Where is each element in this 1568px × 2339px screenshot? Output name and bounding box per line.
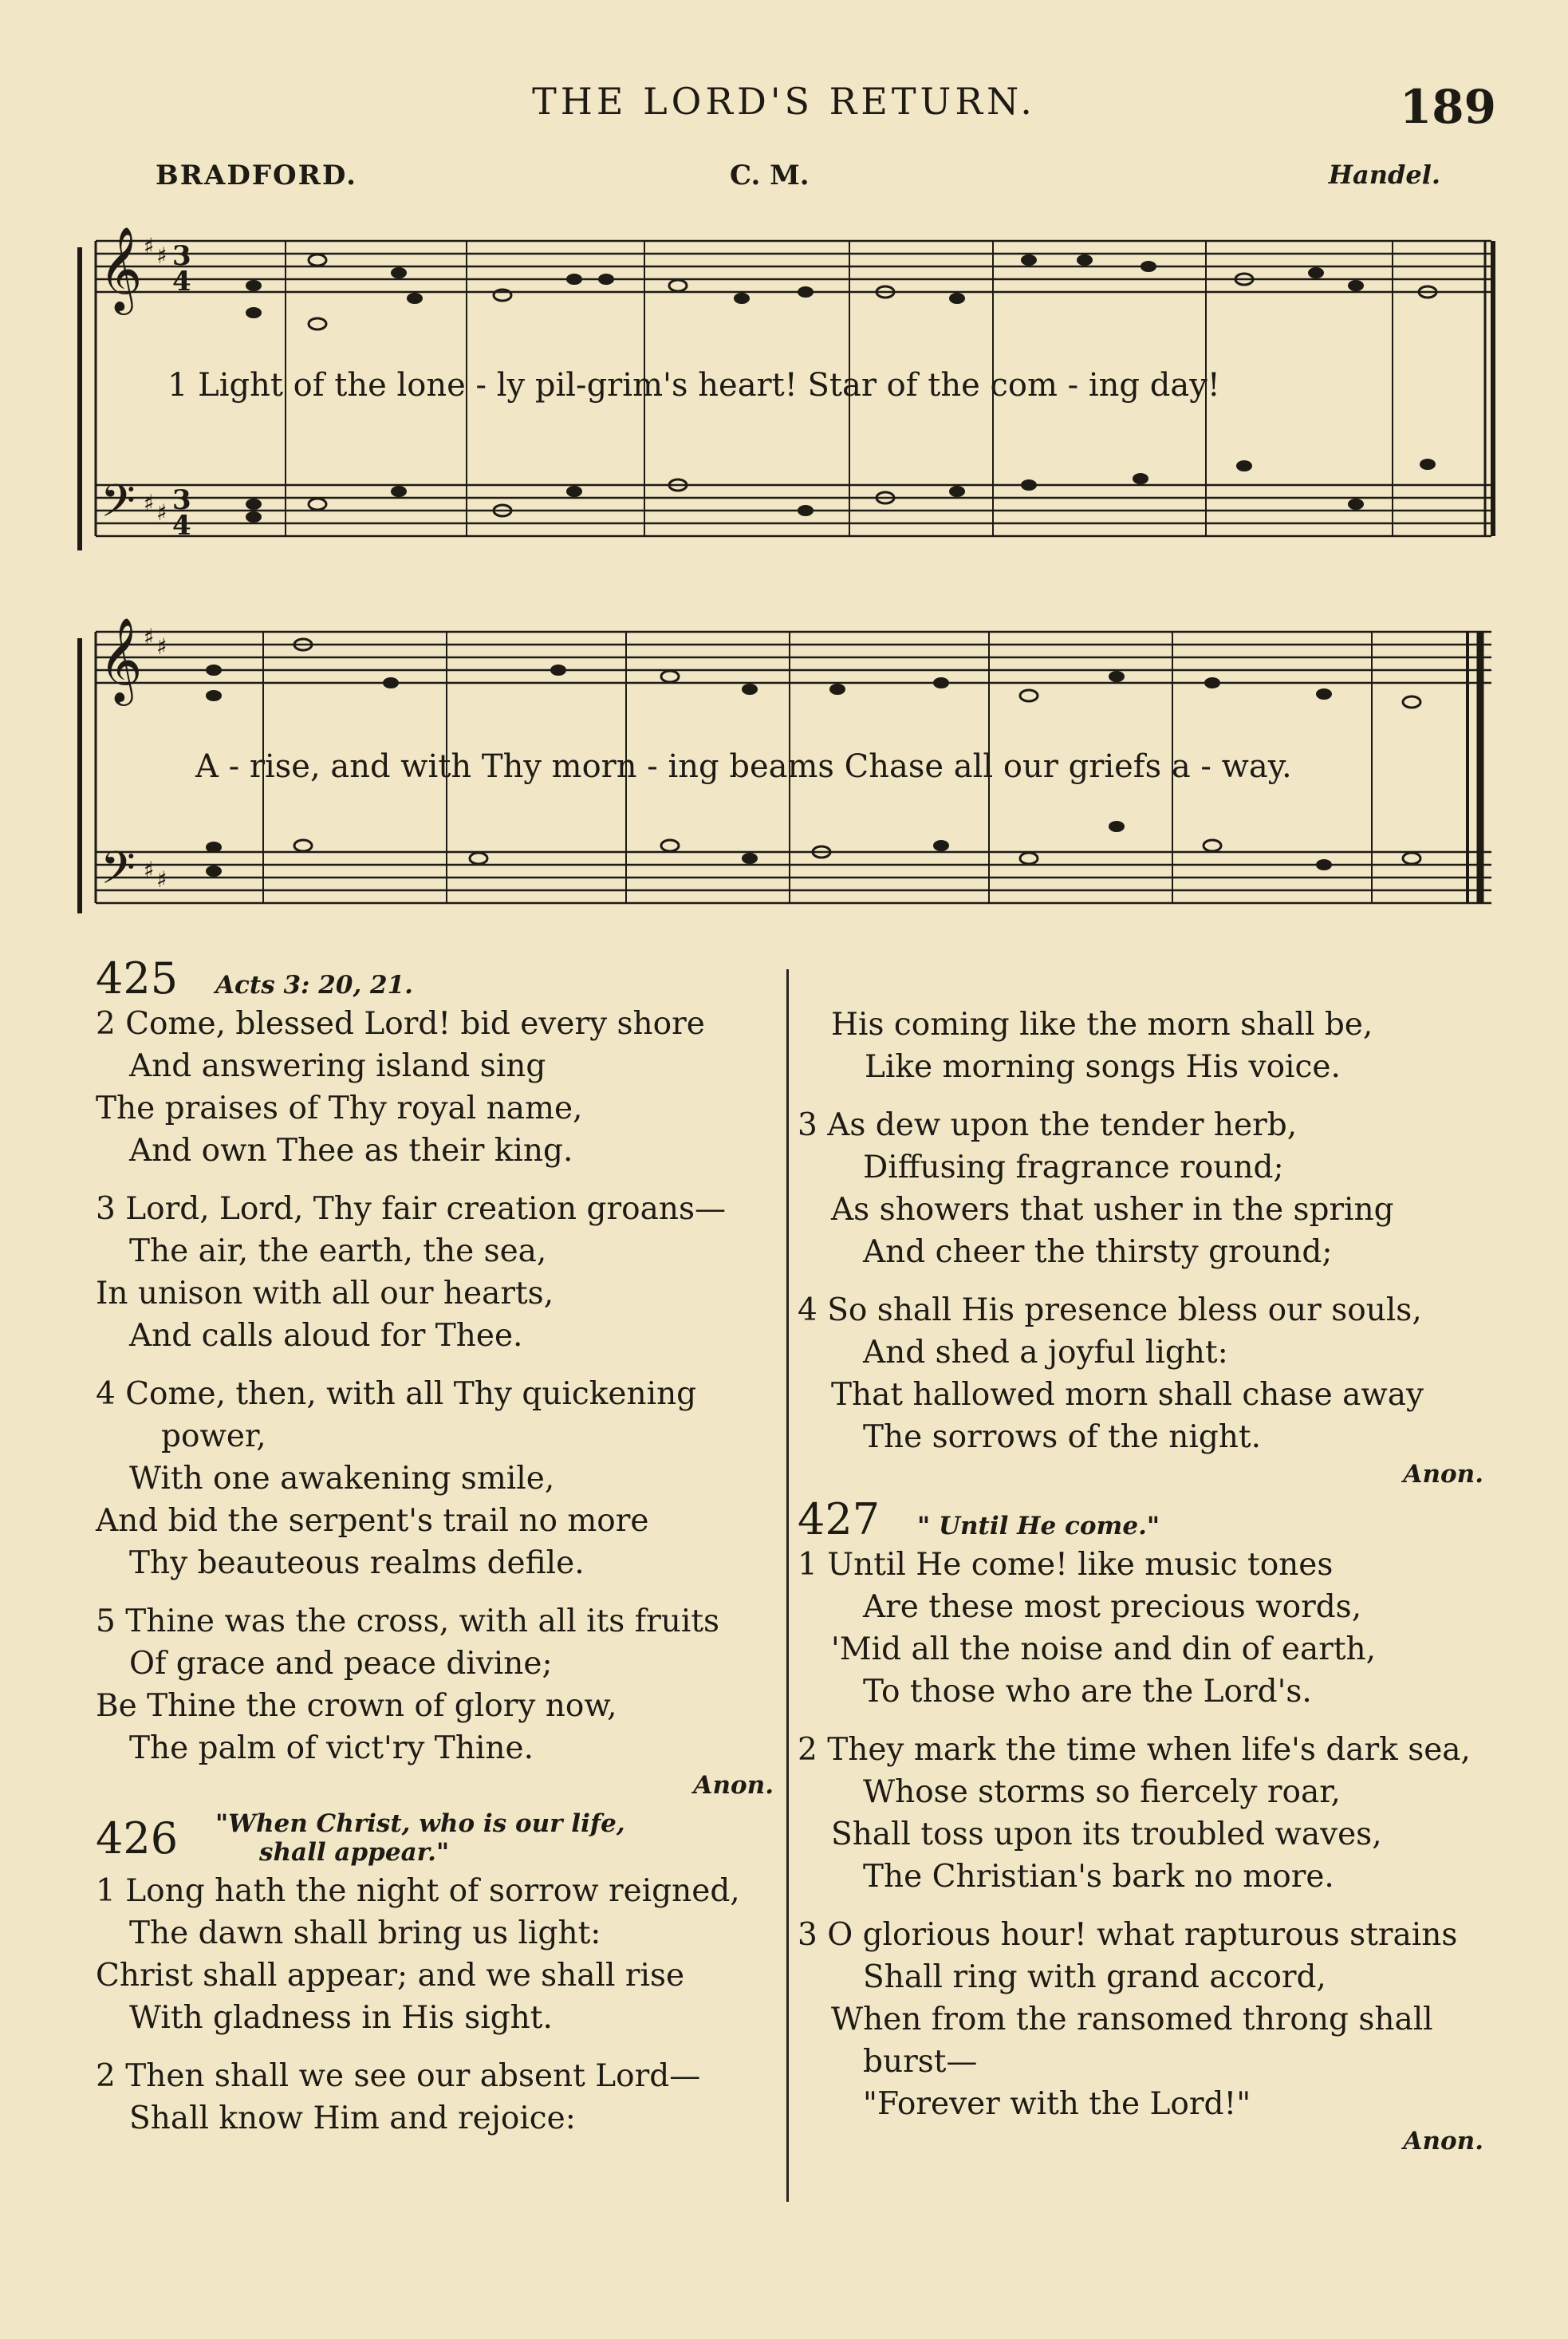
verse-line: 4 So shall His presence bless our souls, <box>798 1292 1422 1328</box>
bass-staff-1 <box>96 485 1491 536</box>
svg-text:𝄞: 𝄞 <box>99 617 143 702</box>
verse-line: And answering island sing <box>129 1048 546 1084</box>
left-column <box>96 953 790 2156</box>
verse-line: 2 Come, blessed Lord! bid every shore <box>96 1006 705 1042</box>
svg-text:♯: ♯ <box>144 857 155 883</box>
verse-line: 1 Until He come! like music tones <box>798 1547 1334 1583</box>
verse-line: 3 Lord, Lord, Thy fair creation groans— <box>96 1191 726 1227</box>
scripture-reference: "When Christ, who is our life, shall appear." <box>215 1809 625 1867</box>
svg-text:3: 3 <box>172 240 191 272</box>
hymn-427-heading <box>798 1494 1499 1544</box>
verse-line: His coming like the morn shall be, <box>831 1007 1373 1043</box>
verse-line: The sorrows of the night. <box>863 1419 1261 1455</box>
stanza <box>798 1729 1499 1898</box>
svg-text:4: 4 <box>172 510 191 542</box>
stanza <box>96 1188 790 1357</box>
verse-line: 1 Long hath the night of sorrow reigned, <box>96 1873 740 1909</box>
verse-line: 3 As dew upon the tender herb, <box>798 1107 1298 1143</box>
svg-text:♯: ♯ <box>156 243 167 269</box>
author: Anon. <box>1403 1460 1483 1489</box>
stanza <box>96 1600 790 1769</box>
verse-line: With gladness in His sight. <box>129 2000 553 2036</box>
verse-line: When from the ransomed throng shall <box>831 2002 1433 2037</box>
verse-line: 3 O glorious hour! what rapturous strains <box>798 1917 1458 1953</box>
verse-line: Christ shall appear; and we shall rise <box>96 1958 685 1994</box>
verse-line: Thy beauteous realms defile. <box>129 1545 585 1581</box>
verse-line: Whose storms so fiercely roar, <box>863 1774 1341 1810</box>
svg-text:𝄞: 𝄞 <box>99 226 143 311</box>
composer: Handel. <box>1328 160 1440 190</box>
svg-text:𝄢: 𝄢 <box>100 842 136 905</box>
svg-text:♯: ♯ <box>144 624 155 650</box>
verse-line: The palm of vict'ry Thine. <box>129 1730 534 1766</box>
hymn-number: 426 <box>96 1812 179 1864</box>
verse-line: Shall toss upon its troubled waves, <box>831 1816 1382 1852</box>
svg-text:♯: ♯ <box>144 490 155 516</box>
verse-line: Are these most precious words, <box>863 1589 1362 1625</box>
verse-line: Like morning songs His voice. <box>865 1049 1341 1085</box>
verse-line: 2 They mark the time when life's dark sea, <box>798 1732 1471 1768</box>
right-column <box>798 957 1499 2165</box>
verse-line: Be Thine the crown of glory now, <box>96 1688 617 1724</box>
verse-line: As showers that usher in the spring <box>831 1192 1394 1228</box>
verse-line: power, <box>161 1418 266 1454</box>
treble-staff-1 <box>96 241 1491 292</box>
verse-line: 5 Thine was the cross, with all its fruits <box>96 1603 720 1639</box>
hymn-426-heading <box>96 1809 790 1867</box>
verse-line: That hallowed morn shall chase away <box>831 1377 1424 1413</box>
verse-line: With one awakening smile, <box>129 1461 555 1497</box>
tune-name: BRADFORD. <box>156 160 357 191</box>
stanza <box>96 2055 790 2140</box>
verse-line: Of grace and peace divine; <box>129 1646 553 1682</box>
verse-line: 'Mid all the noise and din of earth, <box>831 1631 1377 1667</box>
verse-line: 4 Come, then, with all Thy quickening <box>96 1376 697 1412</box>
verse-line: And calls aloud for Thee. <box>129 1318 523 1354</box>
stanza <box>798 1104 1499 1273</box>
verse-line: 2 Then shall we see our absent Lord— <box>96 2058 701 2094</box>
verse-line: burst— <box>863 2044 978 2080</box>
svg-text:3: 3 <box>172 484 191 516</box>
verse-line: Shall know Him and rejoice: <box>129 2100 576 2136</box>
stanza <box>798 1289 1499 1458</box>
running-title: THE LORD'S RETURN. <box>532 80 1036 123</box>
bass-staff-2 <box>96 852 1491 903</box>
stanza <box>96 1870 790 2039</box>
meter: C. M. <box>730 160 810 191</box>
verse-line: And bid the serpent's trail no more <box>96 1503 649 1539</box>
hymn-number: 427 <box>798 1494 881 1544</box>
verse-line: And own Thee as their king. <box>129 1133 573 1169</box>
hymn-number: 425 <box>96 953 179 1004</box>
stanza <box>798 1544 1499 1713</box>
hymn-425-heading <box>96 953 790 1004</box>
lyric-line-1: 1 Light of the lone - ly pil-grim's heart! Star of the com - ing day! <box>167 367 1220 404</box>
verse-line: To those who are the Lord's. <box>863 1674 1312 1710</box>
svg-text:♯: ♯ <box>156 866 167 893</box>
verse-line: And cheer the thirsty ground; <box>863 1234 1333 1270</box>
svg-text:♯: ♯ <box>144 233 155 259</box>
verse-line: Shall ring with grand accord, <box>863 1959 1326 1995</box>
svg-text:♯: ♯ <box>156 499 167 526</box>
music-score <box>0 0 1568 925</box>
svg-text:♯: ♯ <box>156 633 167 660</box>
stanza <box>96 1373 790 1584</box>
stanza <box>96 1003 790 1172</box>
verse-line: "Forever with the Lord!" <box>863 2086 1251 2122</box>
stanza <box>798 1914 1499 2125</box>
verse-line: And shed a joyful light: <box>863 1335 1228 1371</box>
author: Anon. <box>693 1771 774 1800</box>
stanza-continued <box>798 1004 1499 1088</box>
verse-line: The air, the earth, the sea, <box>129 1233 547 1269</box>
svg-text:𝄢: 𝄢 <box>100 475 136 538</box>
page-number: 189 <box>1399 80 1496 134</box>
verse-line: In unison with all our hearts, <box>96 1276 554 1311</box>
verse-line: The Christian's bark no more. <box>863 1859 1334 1895</box>
lyric-line-2: A - rise, and with Thy morn - ing beams Chase all our griefs a - way. <box>195 748 1292 785</box>
verse-line: The praises of Thy royal name, <box>96 1091 583 1126</box>
author: Anon. <box>1403 2127 1483 2156</box>
svg-text:4: 4 <box>172 266 191 298</box>
scripture-reference: " Until He come." <box>917 1512 1160 1540</box>
verse-line: Diffusing fragrance round; <box>863 1150 1284 1185</box>
verse-line: The dawn shall bring us light: <box>129 1915 601 1951</box>
scripture-reference: Acts 3: 20, 21. <box>215 971 413 1000</box>
